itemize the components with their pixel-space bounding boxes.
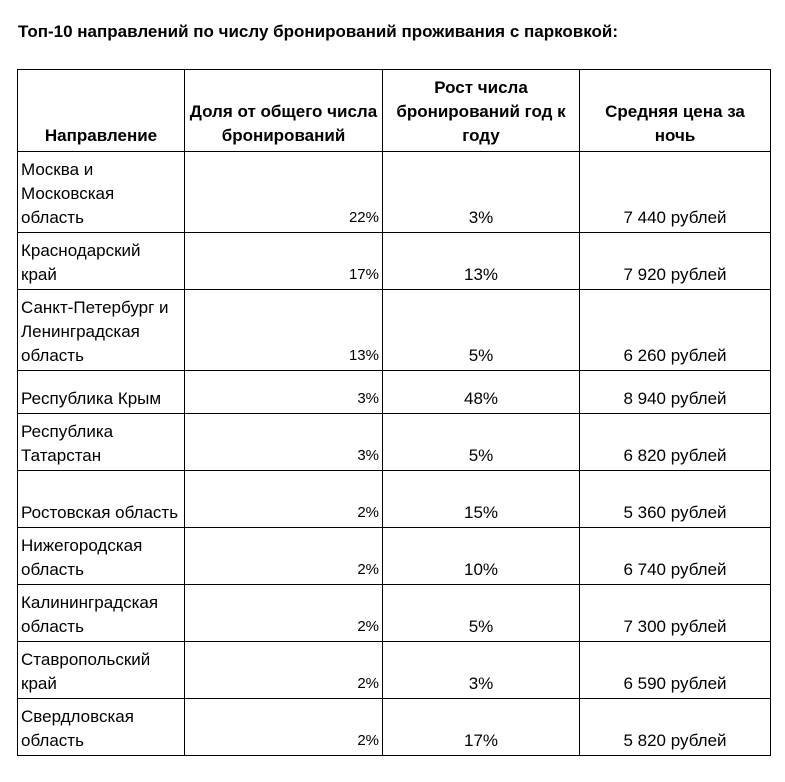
cell-direction: Санкт-Петербург и Ленинградская область [18, 290, 185, 371]
cell-growth: 17% [383, 699, 580, 756]
cell-growth: 13% [383, 233, 580, 290]
cell-direction: Калининградская область [18, 585, 185, 642]
cell-price: 6 740 рублей [580, 528, 771, 585]
table-row [18, 585, 771, 642]
table-row [18, 371, 771, 414]
cell-growth: 3% [383, 642, 580, 699]
cell-direction: Ставропольский край [18, 642, 185, 699]
cell-share: 2% [185, 471, 383, 528]
destinations-table [17, 69, 771, 756]
cell-price: 7 440 рублей [580, 152, 771, 233]
cell-share: 3% [185, 371, 383, 414]
cell-growth: 48% [383, 371, 580, 414]
cell-price: 7 300 рублей [580, 585, 771, 642]
cell-direction: Нижегородская область [18, 528, 185, 585]
cell-share: 2% [185, 699, 383, 756]
cell-growth: 3% [383, 152, 580, 233]
cell-price: 7 920 рублей [580, 233, 771, 290]
cell-price: 5 360 рублей [580, 471, 771, 528]
table-row [18, 528, 771, 585]
cell-share: 2% [185, 585, 383, 642]
cell-price: 6 260 рублей [580, 290, 771, 371]
cell-growth: 5% [383, 414, 580, 471]
cell-share: 17% [185, 233, 383, 290]
cell-direction: Краснодарский край [18, 233, 185, 290]
cell-price: 8 940 рублей [580, 371, 771, 414]
header-growth: Рост числа бронирований год к году [383, 70, 580, 152]
cell-direction: Республика Крым [18, 371, 185, 414]
table-row [18, 152, 771, 233]
cell-share: 13% [185, 290, 383, 371]
cell-price: 5 820 рублей [580, 699, 771, 756]
cell-price: 6 820 рублей [580, 414, 771, 471]
cell-share: 2% [185, 642, 383, 699]
page-title: Топ-10 направлений по числу бронирований проживания с парковкой: [18, 22, 619, 41]
header-direction: Направление [18, 70, 185, 152]
cell-direction: Свердловская область [18, 699, 185, 756]
table-row [18, 414, 771, 471]
cell-share: 22% [185, 152, 383, 233]
table-row [18, 290, 771, 371]
cell-growth: 15% [383, 471, 580, 528]
cell-share: 2% [185, 528, 383, 585]
cell-direction: Республика Татарстан [18, 414, 185, 471]
table-row [18, 699, 771, 756]
header-price: Средняя цена за ночь [580, 70, 771, 152]
cell-growth: 10% [383, 528, 580, 585]
cell-direction: Москва и Московская область [18, 152, 185, 233]
cell-growth: 5% [383, 290, 580, 371]
table-row [18, 233, 771, 290]
table-row [18, 471, 771, 528]
cell-growth: 5% [383, 585, 580, 642]
table-row [18, 642, 771, 699]
header-share: Доля от общего числа бронирований [185, 70, 383, 152]
cell-direction: Ростовская область [18, 471, 185, 528]
cell-price: 6 590 рублей [580, 642, 771, 699]
table-header-row [18, 70, 771, 152]
cell-share: 3% [185, 414, 383, 471]
